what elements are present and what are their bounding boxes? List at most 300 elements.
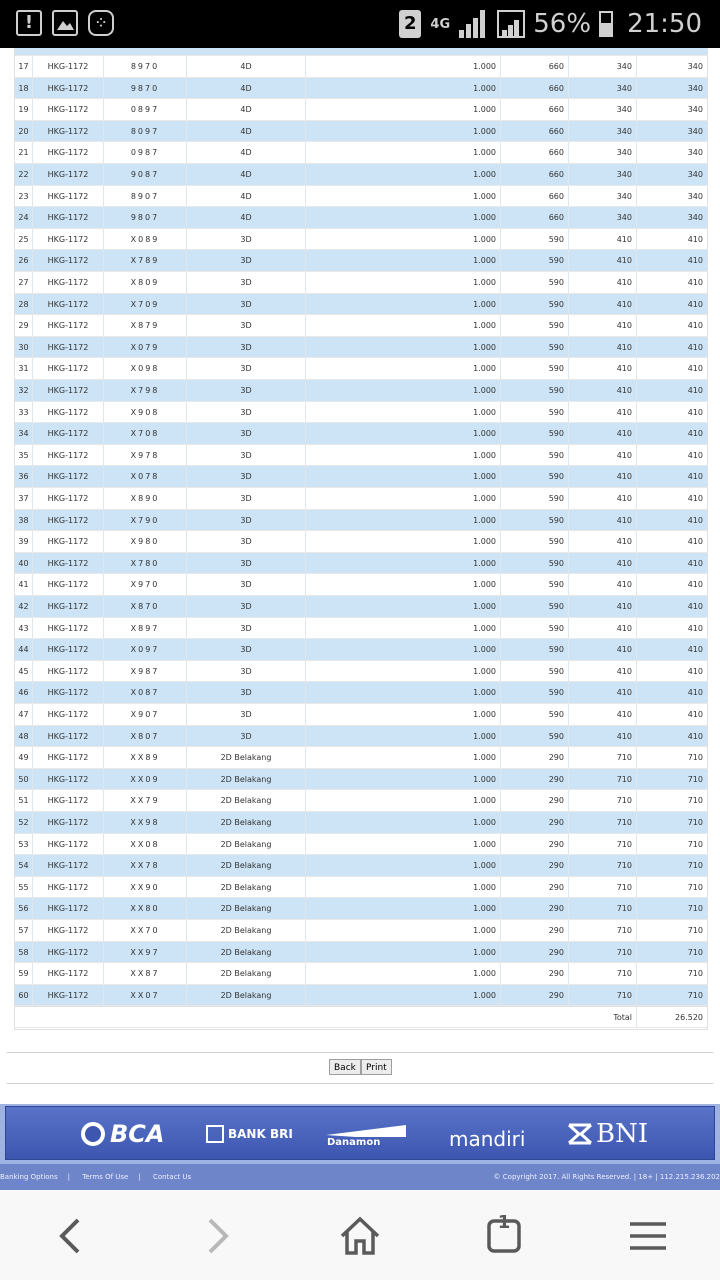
cell-number: XX89 (104, 747, 187, 768)
table-row (15, 574, 707, 596)
cell-type: 3D (187, 682, 306, 703)
cell-code: HKG-1172 (33, 121, 104, 142)
cell-bet: 1.000 (306, 920, 501, 941)
table-row (15, 402, 707, 424)
cell-no: 21 (15, 142, 33, 163)
cell-code: HKG-1172 (33, 164, 104, 185)
cell-bet: 1.000 (306, 229, 501, 250)
cell-pay: 340 (569, 78, 637, 99)
cell-number: 8907 (104, 186, 187, 207)
cell-total: 410 (687, 450, 703, 460)
cell-no: 45 (15, 661, 33, 682)
cell-total: 410 (687, 342, 703, 352)
cell-no: 55 (15, 877, 33, 898)
cell-no: 26 (15, 250, 33, 271)
cell-total: 710 (687, 839, 703, 849)
cell-code: HKG-1172 (33, 337, 104, 358)
table-row (15, 164, 707, 186)
network-type-label: 4G (430, 16, 451, 32)
cell-code: HKG-1172 (33, 272, 104, 293)
cell-no: 24 (15, 207, 33, 228)
cell-total: 710 (687, 818, 703, 827)
cell-type: 4D (187, 78, 306, 99)
cell-number: 8970 (104, 56, 187, 77)
cell-number: X789 (104, 250, 187, 271)
cell-discount: 590 (501, 423, 569, 444)
cell-bet: 1.000 (306, 855, 501, 876)
cell-number: 0987 (104, 142, 187, 163)
cell-pay: 410 (569, 445, 637, 466)
cell-no: 20 (15, 121, 33, 142)
cell-number: XX87 (104, 963, 187, 984)
back-arrow-icon[interactable] (48, 1212, 96, 1260)
cell-type: 3D (187, 337, 306, 358)
cell-type: 4D (187, 99, 306, 120)
cell-code: HKG-1172 (33, 358, 104, 379)
table-row (15, 834, 707, 856)
cell-number: X897 (104, 618, 187, 639)
cell-no: 38 (15, 510, 33, 531)
cell-code: HKG-1172 (33, 142, 104, 163)
cell-discount: 660 (501, 99, 569, 120)
footer-link-contact[interactable]: Contact Us (152, 1173, 192, 1181)
cell-no: 36 (15, 466, 33, 487)
cell-code: HKG-1172 (33, 553, 104, 574)
cell-total: 340 (687, 148, 703, 158)
cell-code: HKG-1172 (33, 661, 104, 682)
table-row (15, 315, 707, 337)
cell-number: X798 (104, 380, 187, 401)
cell-number: X089 (104, 229, 187, 250)
cell-total: 410 (687, 364, 703, 374)
cell-number: X097 (104, 639, 187, 660)
cell-total: 410 (687, 234, 703, 244)
cell-total: 340 (687, 191, 703, 201)
cell-discount: 290 (501, 769, 569, 790)
cell-total: 710 (687, 969, 703, 979)
cell-code: HKG-1172 (33, 855, 104, 876)
cell-code: HKG-1172 (33, 618, 104, 639)
cell-type: 3D (187, 488, 306, 509)
cell-pay: 410 (569, 294, 637, 315)
cell-number: XX79 (104, 790, 187, 811)
table-row (15, 56, 707, 78)
cell-total: 410 (687, 515, 703, 525)
cell-discount: 590 (501, 250, 569, 271)
cell-type: 3D (187, 639, 306, 660)
battery-icon (599, 11, 613, 37)
footer-link-terms[interactable]: Terms Of Use (82, 1173, 129, 1181)
cell-code: HKG-1172 (33, 488, 104, 509)
cell-bet: 1.000 (306, 834, 501, 855)
cell-code: HKG-1172 (33, 250, 104, 271)
cell-no: 43 (15, 618, 33, 639)
back-button[interactable]: Back (329, 1059, 361, 1075)
cell-no: 23 (15, 186, 33, 207)
cell-number: X079 (104, 337, 187, 358)
cell-total: 710 (687, 774, 703, 784)
cell-code: HKG-1172 (33, 531, 104, 552)
cell-pay: 710 (569, 855, 637, 876)
cell-number: X890 (104, 488, 187, 509)
cell-discount: 290 (501, 898, 569, 919)
cell-code: HKG-1172 (33, 898, 104, 919)
cell-pay: 410 (569, 337, 637, 358)
cell-pay: 410 (569, 726, 637, 747)
table-row (15, 898, 707, 920)
cell-no: 53 (15, 834, 33, 855)
cell-type: 2D Belakang (187, 834, 306, 855)
total-row (15, 1006, 707, 1028)
cell-total: 710 (687, 796, 703, 806)
forward-arrow-icon[interactable] (192, 1212, 240, 1260)
table-row (15, 963, 707, 985)
cell-number: X098 (104, 358, 187, 379)
cell-number: 9807 (104, 207, 187, 228)
cell-no: 58 (15, 942, 33, 963)
cell-code: HKG-1172 (33, 294, 104, 315)
cell-code: HKG-1172 (33, 920, 104, 941)
table-row (15, 920, 707, 942)
cell-type: 2D Belakang (187, 963, 306, 984)
cell-total: 710 (687, 861, 703, 871)
cell-discount: 290 (501, 985, 569, 1006)
cell-pay: 710 (569, 769, 637, 790)
table-row (15, 445, 707, 467)
cell-pay: 410 (569, 423, 637, 444)
cell-code: HKG-1172 (33, 229, 104, 250)
cell-discount: 590 (501, 294, 569, 315)
cell-number: XX70 (104, 920, 187, 941)
cell-bet: 1.000 (306, 661, 501, 682)
table-row (15, 790, 707, 812)
cell-bet: 1.000 (306, 985, 501, 1006)
table-row (15, 488, 707, 510)
cell-bet: 1.000 (306, 510, 501, 531)
cell-discount: 590 (501, 553, 569, 574)
cell-code: HKG-1172 (33, 574, 104, 595)
cell-code: HKG-1172 (33, 99, 104, 120)
cell-discount: 290 (501, 812, 569, 833)
table-row (15, 596, 707, 618)
cell-code: HKG-1172 (33, 704, 104, 725)
cell-type: 2D Belakang (187, 769, 306, 790)
cell-discount: 660 (501, 207, 569, 228)
cell-discount: 660 (501, 186, 569, 207)
print-button[interactable]: Print (361, 1059, 392, 1075)
table-row (15, 186, 707, 208)
footer-link-banking-options[interactable]: Banking Options (0, 1173, 58, 1181)
cell-pay: 710 (569, 898, 637, 919)
cell-type: 3D (187, 423, 306, 444)
cell-bet: 1.000 (306, 99, 501, 120)
cell-pay: 710 (569, 942, 637, 963)
table-row (15, 423, 707, 445)
cell-bet: 1.000 (306, 747, 501, 768)
cell-discount: 590 (501, 445, 569, 466)
cell-discount: 660 (501, 78, 569, 99)
cell-no: 49 (15, 747, 33, 768)
cell-type: 4D (187, 121, 306, 142)
cell-no: 32 (15, 380, 33, 401)
cell-pay: 410 (569, 315, 637, 336)
cell-total: 410 (687, 688, 703, 698)
cell-discount: 590 (501, 596, 569, 617)
cell-pay: 340 (569, 142, 637, 163)
table-row (15, 466, 707, 488)
cell-discount: 590 (501, 661, 569, 682)
cell-bet: 1.000 (306, 272, 501, 293)
cell-bet: 1.000 (306, 445, 501, 466)
cell-bet: 1.000 (306, 898, 501, 919)
table-row (15, 510, 707, 532)
cell-number: X087 (104, 682, 187, 703)
cell-number: XX90 (104, 877, 187, 898)
cell-type: 3D (187, 574, 306, 595)
table-row (15, 985, 707, 1007)
cell-pay: 410 (569, 531, 637, 552)
table-row (15, 337, 707, 359)
cell-total: 710 (687, 904, 703, 914)
cell-total: 410 (687, 386, 703, 395)
cell-number: X870 (104, 596, 187, 617)
cell-total: 410 (687, 645, 703, 655)
cell-no: 57 (15, 920, 33, 941)
cell-pay: 710 (569, 812, 637, 833)
cell-no: 44 (15, 639, 33, 660)
table-row (15, 358, 707, 380)
cell-no: 50 (15, 769, 33, 790)
table-row (15, 78, 707, 100)
cell-total: 410 (687, 299, 703, 309)
cell-no: 27 (15, 272, 33, 293)
cell-discount: 290 (501, 963, 569, 984)
cell-type: 3D (187, 445, 306, 466)
cell-pay: 410 (569, 402, 637, 423)
menu-icon[interactable] (624, 1212, 672, 1260)
cell-bet: 1.000 (306, 553, 501, 574)
cell-discount: 290 (501, 834, 569, 855)
cell-bet: 1.000 (306, 423, 501, 444)
cell-bet: 1.000 (306, 790, 501, 811)
cell-type: 4D (187, 164, 306, 185)
cell-no: 52 (15, 812, 33, 833)
signal-2-icon (497, 10, 525, 38)
cell-total: 340 (687, 105, 703, 115)
cell-total: 710 (687, 990, 703, 1000)
cell-bet: 1.000 (306, 380, 501, 401)
cell-no: 51 (15, 790, 33, 811)
cell-no: 18 (15, 78, 33, 99)
home-icon[interactable] (336, 1212, 384, 1260)
cell-number: X790 (104, 510, 187, 531)
cell-total: 340 (687, 126, 703, 136)
cell-bet: 1.000 (306, 488, 501, 509)
cell-total: 410 (687, 666, 703, 676)
gallery-icon (52, 10, 78, 36)
cell-total: 340 (687, 62, 703, 71)
cell-code: HKG-1172 (33, 963, 104, 984)
cell-discount: 290 (501, 790, 569, 811)
cell-type: 3D (187, 618, 306, 639)
cell-code: HKG-1172 (33, 466, 104, 487)
cell-bet: 1.000 (306, 402, 501, 423)
cell-pay: 410 (569, 510, 637, 531)
cell-total: 710 (687, 753, 703, 763)
table-row (15, 639, 707, 661)
cell-pay: 710 (569, 985, 637, 1006)
copyright-text: © Copyright 2017. All Rights Reserved. | 18+ | 112.215.236.202 (493, 1173, 720, 1181)
cell-pay: 710 (569, 747, 637, 768)
cell-number: 9870 (104, 78, 187, 99)
cell-discount: 590 (501, 618, 569, 639)
table-row (15, 726, 707, 748)
cell-pay: 710 (569, 963, 637, 984)
cell-number: XX98 (104, 812, 187, 833)
cell-no: 31 (15, 358, 33, 379)
cell-code: HKG-1172 (33, 682, 104, 703)
bbm-chat-icon: ⁘ (88, 10, 114, 36)
cell-pay: 340 (569, 121, 637, 142)
cell-number: X780 (104, 553, 187, 574)
cell-type: 3D (187, 704, 306, 725)
bank-logo-bni: BNI (568, 1107, 648, 1161)
cell-bet: 1.000 (306, 358, 501, 379)
cell-type: 4D (187, 56, 306, 77)
table-row (15, 661, 707, 683)
cell-pay: 710 (569, 920, 637, 941)
cell-no: 41 (15, 574, 33, 595)
cell-number: X809 (104, 272, 187, 293)
cell-number: XX09 (104, 769, 187, 790)
cell-number: X970 (104, 574, 187, 595)
cell-bet: 1.000 (306, 963, 501, 984)
cell-number: XX97 (104, 942, 187, 963)
cell-total: 410 (687, 278, 703, 287)
cell-pay: 410 (569, 553, 637, 574)
bca-emblem-icon (80, 1121, 106, 1147)
cell-number: X879 (104, 315, 187, 336)
cell-discount: 590 (501, 337, 569, 358)
cell-type: 4D (187, 186, 306, 207)
cell-type: 2D Belakang (187, 942, 306, 963)
cell-discount: 590 (501, 639, 569, 660)
browser-nav-bar (0, 1190, 720, 1280)
cell-discount: 290 (501, 855, 569, 876)
cell-code: HKG-1172 (33, 186, 104, 207)
cell-discount: 290 (501, 942, 569, 963)
cell-number: X978 (104, 445, 187, 466)
cell-discount: 660 (501, 142, 569, 163)
cell-no: 37 (15, 488, 33, 509)
cell-pay: 410 (569, 229, 637, 250)
cell-type: 3D (187, 726, 306, 747)
cell-type: 2D Belakang (187, 790, 306, 811)
tabs-icon[interactable] (480, 1212, 528, 1260)
table-row (15, 769, 707, 791)
cell-number: XX07 (104, 985, 187, 1006)
cell-discount: 290 (501, 747, 569, 768)
cell-no: 28 (15, 294, 33, 315)
cell-no: 34 (15, 423, 33, 444)
cell-no: 19 (15, 99, 33, 120)
cell-code: HKG-1172 (33, 790, 104, 811)
cell-total: 410 (687, 321, 703, 331)
divider (7, 1052, 713, 1053)
signal-icon (459, 10, 489, 38)
cell-total: 340 (687, 83, 703, 93)
cell-code: HKG-1172 (33, 877, 104, 898)
cell-number: 0897 (104, 99, 187, 120)
cell-bet: 1.000 (306, 78, 501, 99)
cell-no: 22 (15, 164, 33, 185)
cell-total: 710 (687, 947, 703, 957)
cell-no: 30 (15, 337, 33, 358)
cell-code: HKG-1172 (33, 726, 104, 747)
cell-pay: 340 (569, 164, 637, 185)
cell-bet: 1.000 (306, 121, 501, 142)
cell-discount: 660 (501, 56, 569, 77)
cell-total: 410 (687, 731, 703, 741)
divider (7, 1083, 713, 1084)
cell-type: 3D (187, 315, 306, 336)
cell-bet: 1.000 (306, 726, 501, 747)
clock: 21:50 (627, 9, 702, 39)
cell-type: 3D (187, 229, 306, 250)
table-row (15, 207, 707, 229)
cell-type: 3D (187, 272, 306, 293)
cell-discount: 590 (501, 510, 569, 531)
cell-code: HKG-1172 (33, 639, 104, 660)
cell-discount: 590 (501, 315, 569, 336)
table-row (15, 272, 707, 294)
cell-no: 29 (15, 315, 33, 336)
cell-pay: 410 (569, 250, 637, 271)
cell-total: 340 (687, 170, 703, 179)
cell-no: 39 (15, 531, 33, 552)
cell-code: HKG-1172 (33, 942, 104, 963)
cell-type: 3D (187, 402, 306, 423)
cell-pay: 710 (569, 877, 637, 898)
cell-discount: 590 (501, 272, 569, 293)
cell-discount: 290 (501, 877, 569, 898)
cell-total: 710 (687, 926, 703, 935)
cell-total: 410 (687, 710, 703, 719)
cell-no: 17 (15, 56, 33, 77)
table-row (15, 855, 707, 877)
cell-bet: 1.000 (306, 56, 501, 77)
cell-code: HKG-1172 (33, 402, 104, 423)
cell-number: 8097 (104, 121, 187, 142)
cell-number: X907 (104, 704, 187, 725)
bank-logo-mandiri: mandiri (449, 1127, 526, 1151)
cell-discount: 590 (501, 466, 569, 487)
table-row (15, 531, 707, 553)
status-bar (0, 0, 720, 48)
cell-total: 410 (687, 537, 703, 547)
cell-total: 340 (687, 213, 703, 223)
cell-no: 46 (15, 682, 33, 703)
cell-pay: 410 (569, 488, 637, 509)
cell-no: 48 (15, 726, 33, 747)
cell-total: 410 (687, 558, 703, 568)
cell-pay: 410 (569, 358, 637, 379)
cell-code: HKG-1172 (33, 747, 104, 768)
cell-code: HKG-1172 (33, 834, 104, 855)
cell-pay: 340 (569, 207, 637, 228)
cell-bet: 1.000 (306, 769, 501, 790)
table-row (15, 942, 707, 964)
